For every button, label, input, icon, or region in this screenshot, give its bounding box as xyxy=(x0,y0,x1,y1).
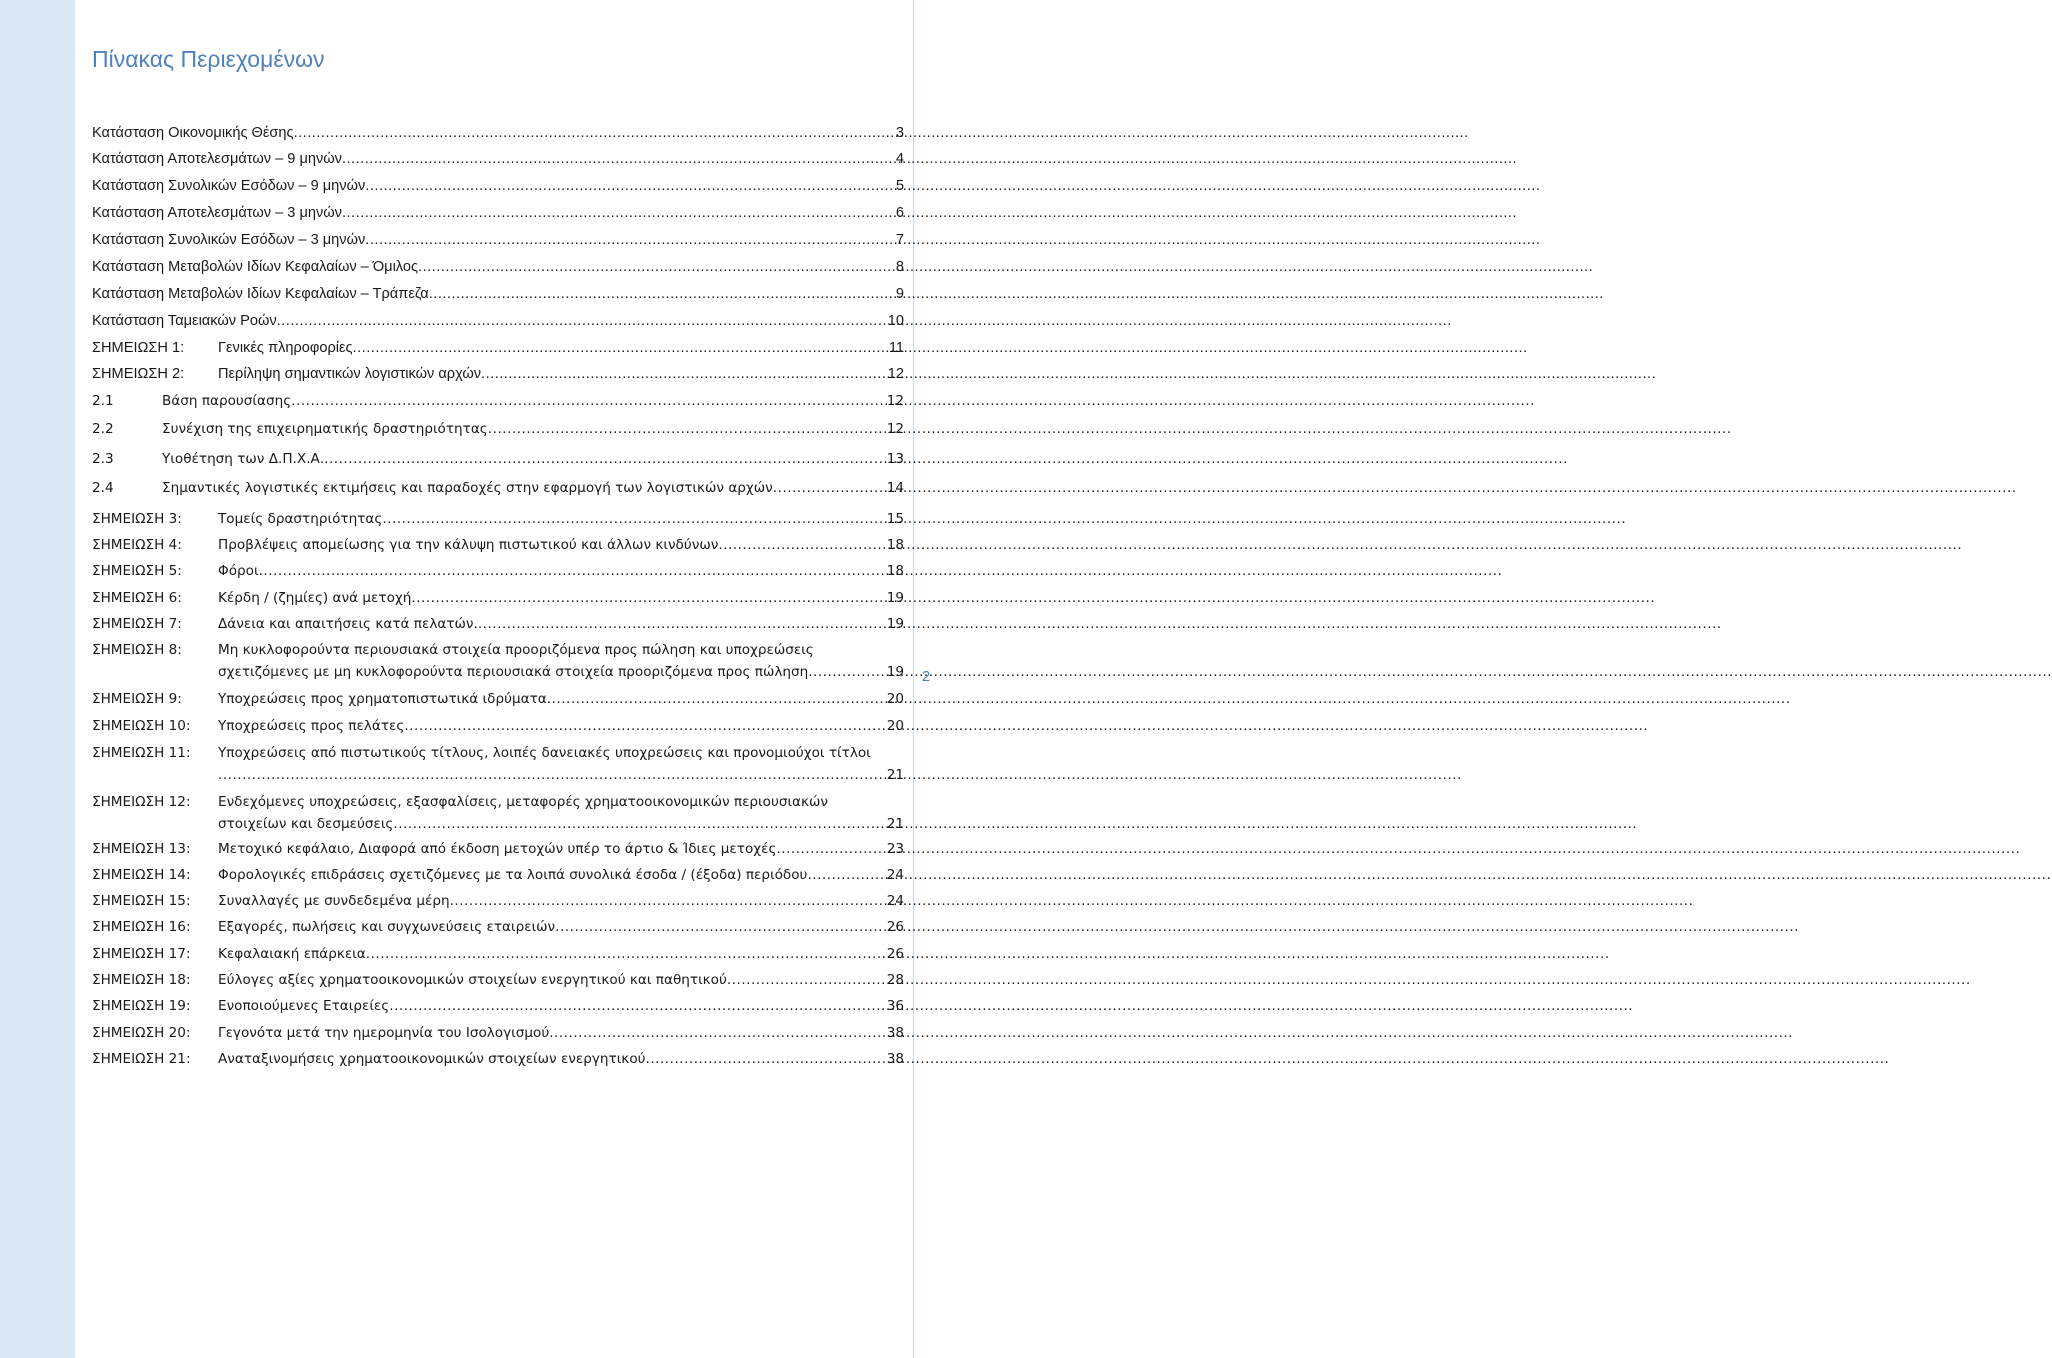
dot-leader xyxy=(549,1022,886,1044)
toc-entry-title: Υποχρεώσεις προς χρηματοπιστωτικά ιδρύματα xyxy=(218,691,547,707)
toc-entry-number: ΣΗΜΕΙΩΣΗ 20: xyxy=(92,1025,191,1041)
toc-entry-number: ΣΗΜΕΙΩΣΗ 12: xyxy=(92,794,191,810)
toc-entry-number: ΣΗΜΕΙΩΣΗ 6: xyxy=(92,590,182,606)
toc-entry-page: 23 xyxy=(886,841,904,857)
toc-entry-number: ΣΗΜΕΙΩΣΗ 2: xyxy=(92,366,185,382)
dot-leader xyxy=(393,813,886,835)
toc-entry-page: 12 xyxy=(886,393,904,409)
toc-entry-page: 19 xyxy=(886,664,904,680)
toc-entry[interactable] xyxy=(92,838,904,860)
page-number: 2 xyxy=(921,668,931,685)
dot-leader xyxy=(776,838,886,860)
toc-entry-title: Ενοποιούμενες Εταιρείες xyxy=(218,998,390,1014)
toc-entry-page: 5 xyxy=(895,178,904,194)
toc-entry-title: Φορολογικές επιδράσεις σχετιζόμενες με τα λοιπά συνολικά έσοδα / (έξοδα) περιόδου xyxy=(218,867,808,883)
toc-entry[interactable] xyxy=(92,969,904,991)
dot-leader xyxy=(342,148,896,170)
toc-entry-number: ΣΗΜΕΙΩΣΗ 13: xyxy=(92,841,191,857)
dot-leader xyxy=(366,943,887,965)
toc-entry-title: Κατάσταση Αποτελεσμάτων – 3 μηνών xyxy=(92,205,342,221)
toc-entry[interactable] xyxy=(92,202,904,224)
toc-entry-page: 10 xyxy=(887,313,904,329)
toc-entry-number: ΣΗΜΕΙΩΣΗ 7: xyxy=(92,616,182,632)
dot-leader xyxy=(404,715,886,737)
toc-entry-number: ΣΗΜΕΙΩΣΗ 5: xyxy=(92,563,182,579)
dot-leader xyxy=(478,613,887,635)
dot-leader xyxy=(382,508,886,530)
toc-entry[interactable] xyxy=(92,534,904,556)
toc-entry-page: 19 xyxy=(886,590,904,606)
toc-entry-title: Δάνεια και απαιτήσεις κατά πελατών. xyxy=(218,616,478,632)
toc-entry-page: 28 xyxy=(886,972,904,988)
toc-entry[interactable] xyxy=(92,688,904,710)
toc-entry-page: 26 xyxy=(886,919,904,935)
dot-leader xyxy=(773,477,887,499)
dot-leader xyxy=(218,764,887,786)
toc-entry-number: ΣΗΜΕΙΩΣΗ 9: xyxy=(92,691,182,707)
toc-entry-title: Μετοχικό κεφάλαιο, Διαφορά από έκδοση μετοχών υπέρ το άρτιο & Ίδιες μετοχές xyxy=(218,841,777,857)
toc-entry-number: ΣΗΜΕΙΩΣΗ 10: xyxy=(92,718,191,734)
toc-entry-page: 36 xyxy=(886,998,904,1014)
toc-entry-number: ΣΗΜΕΙΩΣΗ 16: xyxy=(92,919,191,935)
dot-leader xyxy=(342,202,896,224)
toc-entry[interactable] xyxy=(92,916,904,938)
dot-leader xyxy=(481,363,888,385)
toc-entry-number: ΣΗΜΕΙΩΣΗ 11: xyxy=(92,745,191,761)
toc-entry-number: ΣΗΜΕΙΩΣΗ 17: xyxy=(92,946,191,962)
dot-leader xyxy=(324,448,887,470)
dot-leader xyxy=(808,661,886,683)
toc-entry-title: Περίληψη σημαντικών λογιστικών αρχών xyxy=(218,366,482,382)
toc-entry[interactable] xyxy=(92,1048,904,1070)
dot-leader xyxy=(555,916,887,938)
toc-entry-number: ΣΗΜΕΙΩΣΗ 21: xyxy=(92,1051,191,1067)
dot-leader xyxy=(365,175,896,197)
dot-leader xyxy=(411,587,886,609)
toc-entry[interactable] xyxy=(92,337,904,359)
toc-entry-title: Κατάσταση Αποτελεσμάτων – 9 μηνών xyxy=(92,151,342,167)
dot-leader xyxy=(353,337,889,359)
toc-entry-page: 4 xyxy=(895,151,904,167)
dot-leader xyxy=(547,688,887,710)
toc-entry-page: 8 xyxy=(895,259,904,275)
toc-entry[interactable] xyxy=(92,560,904,582)
toc-entry-title: Γενικές πληροφορίες xyxy=(218,340,353,356)
toc-entry-page: 21 xyxy=(886,816,904,832)
toc-entry-title: Βάση παρουσίασης xyxy=(162,393,292,409)
toc-entry-title: Προβλέψεις απομείωσης για την κάλυψη πιστωτικού και άλλων κινδύνων xyxy=(218,537,719,553)
toc-entry-title: Κατάσταση Συνολικών Εσόδων – 9 μηνών xyxy=(92,178,366,194)
dot-leader xyxy=(646,1048,887,1070)
toc-entry[interactable] xyxy=(92,283,904,305)
toc-entry[interactable] xyxy=(92,508,904,530)
toc-entry-page: 21 xyxy=(886,767,904,783)
dot-leader xyxy=(429,283,896,305)
toc-entry-page: 12 xyxy=(886,421,904,437)
toc-entry-page: 6 xyxy=(895,205,904,221)
toc-entry-title: Εύλογες αξίες χρηματοοικονομικών στοιχείων ενεργητικού και παθητικού xyxy=(218,972,727,988)
toc-entry-number: 2.2 xyxy=(92,421,114,437)
toc-entry-page: 19 xyxy=(886,616,904,632)
dot-leader xyxy=(488,418,887,440)
toc-entry-number: ΣΗΜΕΙΩΣΗ 4: xyxy=(92,537,182,553)
toc-entry[interactable] xyxy=(92,256,904,278)
toc-entry-page: 13 xyxy=(886,451,904,467)
toc-entry-title: Συνέχιση της επιχειρηματικής δραστηριότητας xyxy=(162,421,488,437)
toc-entry-title: Σημαντικές λογιστικές εκτιμήσεις και παραδοχές στην εφαρμογή των λογιστικών αρχών xyxy=(162,480,773,496)
toc-entry-title: Υποχρεώσεις προς πελάτες xyxy=(218,718,405,734)
toc-entry[interactable] xyxy=(92,639,904,687)
dot-leader xyxy=(365,229,896,251)
toc-entry-page: 38 xyxy=(886,1025,904,1041)
toc-entry-title: Τομείς δραστηριότητας xyxy=(218,511,383,527)
dot-leader xyxy=(450,890,887,912)
toc-entry[interactable] xyxy=(92,613,904,635)
dot-leader xyxy=(418,256,896,278)
dot-leader xyxy=(389,995,886,1017)
toc-entry-title: Υιοθέτηση των Δ.Π.Χ.Α. xyxy=(162,451,325,467)
toc-entry-number: ΣΗΜΕΙΩΣΗ 19: xyxy=(92,998,191,1014)
page-title: Πίνακας Περιεχομένων xyxy=(92,46,325,72)
toc-entry-title: Κατάσταση Συνολικών Εσόδων – 3 μηνών xyxy=(92,232,366,248)
toc-entry-page: 7 xyxy=(895,232,904,248)
toc-entry-page: 24 xyxy=(886,867,904,883)
toc-entry-title: Κατάσταση Οικονομικής Θέσης xyxy=(92,125,294,141)
toc-entry-page: 15 xyxy=(886,511,904,527)
toc-entry-number: ΣΗΜΕΙΩΣΗ 15: xyxy=(92,893,191,909)
toc-entry[interactable] xyxy=(92,890,904,912)
toc-entry-title: Γεγονότα μετά την ημερομηνία του Ισολογισμού xyxy=(218,1025,550,1041)
toc-entry[interactable] xyxy=(92,310,904,332)
dot-leader xyxy=(294,122,896,144)
toc-entry-number: 2.4 xyxy=(92,480,114,496)
toc-entry[interactable] xyxy=(92,943,904,965)
toc-entry-title: Κατάσταση Μεταβολών Ιδίων Κεφαλαίων – Τράπεζα xyxy=(92,286,429,302)
toc-entry-page: 3 xyxy=(895,125,904,141)
toc-entry-page: 12 xyxy=(887,366,904,382)
toc-entry[interactable] xyxy=(92,1022,904,1044)
toc-entry-page: 38 xyxy=(886,1051,904,1067)
toc-entry-title: Φόροι xyxy=(218,563,259,579)
toc-entry[interactable] xyxy=(92,715,904,737)
toc-entry[interactable] xyxy=(92,363,904,385)
toc-entry-number: ΣΗΜΕΙΩΣΗ 8: xyxy=(92,642,182,658)
dot-leader xyxy=(291,390,887,412)
toc-entry-page: 11 xyxy=(888,340,904,356)
toc-entry[interactable] xyxy=(92,477,904,499)
toc-entry-title: Εξαγορές, πωλήσεις και συγχωνεύσεις εταιρειών xyxy=(218,919,556,935)
dot-leader xyxy=(277,310,888,332)
toc-entry[interactable] xyxy=(92,175,904,197)
toc-entry-title-continued: στοιχείων και δεσμεύσεις xyxy=(218,816,394,832)
toc-entry[interactable] xyxy=(92,390,904,412)
toc-entry[interactable] xyxy=(92,791,904,839)
toc-entry-title: Κεφαλαιακή επάρκεια xyxy=(218,946,366,962)
toc-entry[interactable] xyxy=(92,587,904,609)
toc-entry[interactable] xyxy=(92,742,904,790)
toc-entry-number: ΣΗΜΕΙΩΣΗ 18: xyxy=(92,972,191,988)
toc-entry-title: Μη κυκλοφορούντα περιουσιακά στοιχεία προοριζόμενα προς πώληση και υποχρεώσεις xyxy=(218,642,814,658)
toc-entry-page: 9 xyxy=(895,286,904,302)
dot-leader xyxy=(727,969,887,991)
toc-entry[interactable] xyxy=(92,995,904,1017)
toc-entry-title-continued: σχετιζόμενες με μη κυκλοφορούντα περιουσιακά στοιχεία προοριζόμενα προς πώληση xyxy=(218,664,809,680)
toc-entry-number: ΣΗΜΕΙΩΣΗ 3: xyxy=(92,511,182,527)
left-margin-bar xyxy=(0,0,75,1358)
toc-entry-page: 20 xyxy=(886,691,904,707)
toc-entry-page: 24 xyxy=(886,893,904,909)
toc-entry[interactable] xyxy=(92,864,904,886)
toc-entry-number: 2.1 xyxy=(92,393,114,409)
toc-entry-page: 20 xyxy=(886,718,904,734)
toc-entry[interactable] xyxy=(92,418,904,440)
toc-entry-number: ΣΗΜΕΙΩΣΗ 14: xyxy=(92,867,191,883)
toc-entry[interactable] xyxy=(92,122,904,144)
toc-entry-title: Συναλλαγές με συνδεδεμένα μέρη xyxy=(218,893,450,909)
toc-entry-number: ΣΗΜΕΙΩΣΗ 1: xyxy=(92,340,185,356)
toc-entry-page: 18 xyxy=(886,537,904,553)
toc-entry-title: Ενδεχόμενες υποχρεώσεις, εξασφαλίσεις, μεταφορές χρηματοοικονομικών περιουσιακών xyxy=(218,794,829,810)
toc-entry-title: Υποχρεώσεις από πιστωτικούς τίτλους, λοιπές δανειακές υποχρεώσεις και προνομιούχοι τίτλοι xyxy=(218,745,871,761)
toc-entry[interactable] xyxy=(92,229,904,251)
toc-entry-page: 26 xyxy=(886,946,904,962)
toc-entry-title: Κατάσταση Ταμειακών Ροών xyxy=(92,313,277,329)
dot-leader xyxy=(259,560,887,582)
toc-entry[interactable] xyxy=(92,448,904,470)
toc-entry-title: Κέρδη / (ζημίες) ανά μετοχή xyxy=(218,590,412,606)
dot-leader xyxy=(718,534,886,556)
dot-leader xyxy=(807,864,886,886)
toc-entry-title: Αναταξινομήσεις χρηματοοικονομικών στοιχείων ενεργητικού xyxy=(218,1051,646,1067)
toc-entry-number: 2.3 xyxy=(92,451,114,467)
toc-entry-page: 14 xyxy=(886,480,904,496)
toc-entry-title: Κατάσταση Μεταβολών Ιδίων Κεφαλαίων – Όμιλος xyxy=(92,259,419,275)
toc-entry[interactable] xyxy=(92,148,904,170)
toc-entry-page: 18 xyxy=(886,563,904,579)
